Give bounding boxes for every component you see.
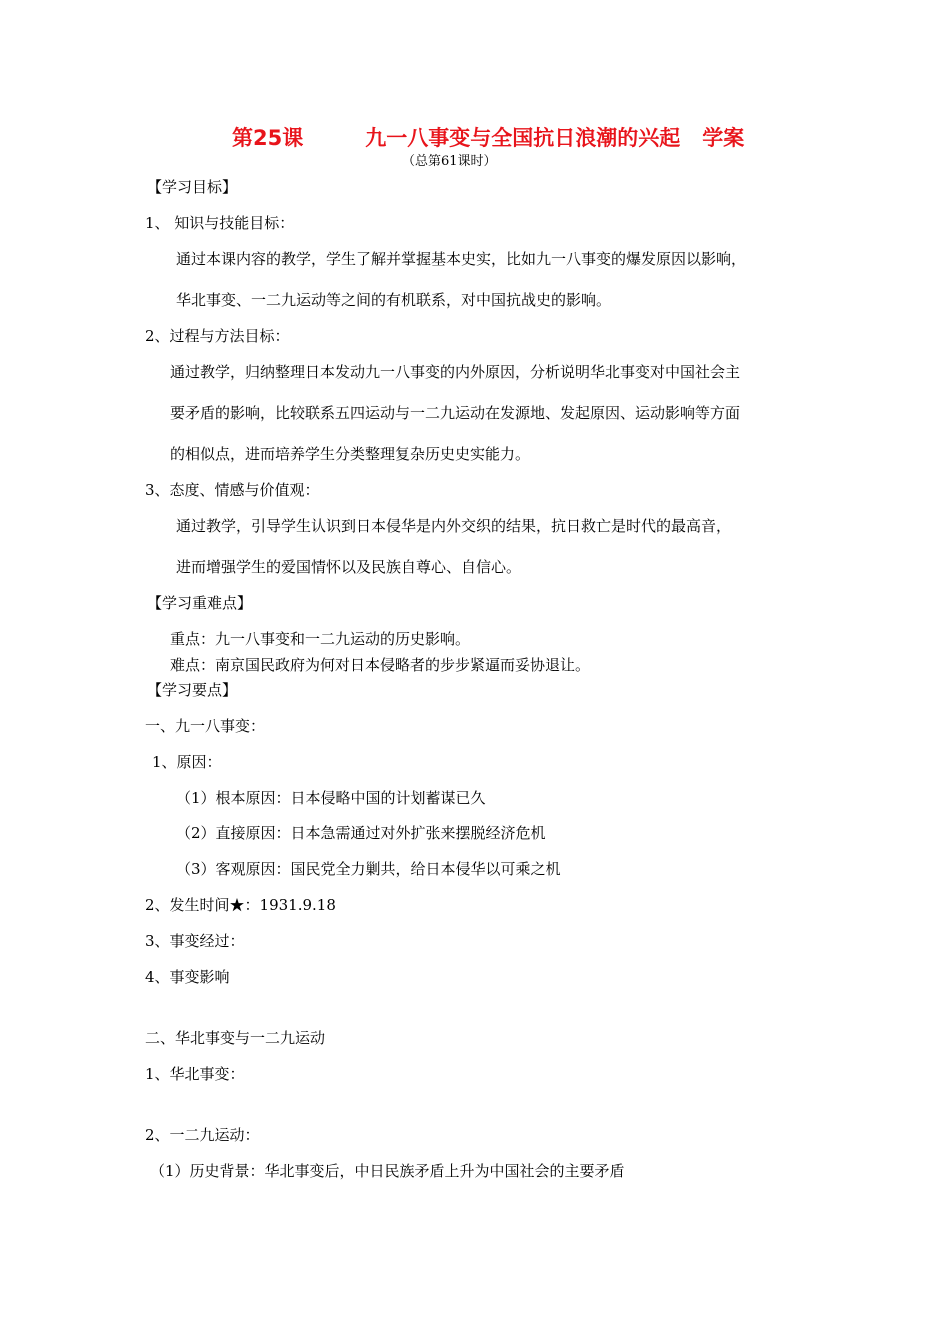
goal-text-line: 华北事变、一二九运动等之间的有机联系，对中国抗战史的影响。 — [176, 291, 612, 309]
outline-item: 1、原因： — [152, 753, 222, 771]
outline-subitem: （2）直接原因：日本急需通过对外扩张来摆脱经济危机 — [176, 824, 546, 842]
section-heading-essentials: 【学习要点】 — [147, 681, 238, 699]
outline-heading: 二、华北事变与一二九运动 — [145, 1029, 326, 1047]
outline-subitem: （3）客观原因：国民党全力剿共，给日本侵华以可乘之机 — [176, 860, 561, 878]
goal-heading-attitude: 3、态度、情感与价值观： — [145, 481, 320, 499]
outline-subitem: （1）根本原因：日本侵略中国的计划蓄谋已久 — [176, 789, 486, 807]
outline-subitem: （1）历史背景：华北事变后，中日民族矛盾上升为中国社会的主要矛盾 — [150, 1162, 625, 1180]
page-subtitle: （总第61课时） — [402, 154, 497, 169]
section-heading-goals: 【学习目标】 — [147, 178, 238, 196]
outline-item: 3、事变经过： — [145, 932, 245, 950]
outline-item: 4、事变影响 — [145, 968, 230, 986]
goal-heading-knowledge: 1、 知识与技能目标： — [145, 214, 295, 232]
goal-text-line: 要矛盾的影响，比较联系五四运动与一二九运动在发源地、发起原因、运动影响等方面 — [170, 404, 741, 422]
keypoint-focus: 重点：九一八事变和一二九运动的历史影响。 — [170, 630, 471, 648]
lesson-number: 第25课 — [232, 126, 304, 150]
outline-heading: 一、九一八事变： — [145, 717, 266, 735]
goal-text-line: 通过本课内容的教学，学生了解并掌握基本史实，比如九一八事变的爆发原因以影响， — [176, 250, 747, 268]
lesson-topic: 九一八事变与全国抗日浪潮的兴起 — [365, 126, 681, 150]
outline-item: 2、发生时间★：1931.9.18 — [145, 896, 336, 914]
goal-heading-process: 2、过程与方法目标： — [145, 327, 290, 345]
page-title — [232, 124, 744, 152]
outline-item: 1、华北事变： — [145, 1065, 245, 1083]
keypoint-difficulty: 难点：南京国民政府为何对日本侵略者的步步紧逼而妥协退让。 — [170, 656, 591, 674]
goal-text-line: 进而增强学生的爱国情怀以及民族自尊心、自信心。 — [176, 558, 522, 576]
outline-item: 2、一二九运动： — [145, 1126, 260, 1144]
goal-text-line: 通过教学，归纳整理日本发动九一八事变的内外原因，分析说明华北事变对中国社会主 — [170, 363, 741, 381]
goal-text-line: 的相似点，进而培养学生分类整理复杂历史史实能力。 — [170, 445, 531, 463]
goal-text-line: 通过教学，引导学生认识到日本侵华是内外交织的结果，抗日救亡是时代的最高音， — [176, 517, 732, 535]
title-suffix: 学案 — [702, 126, 745, 150]
section-heading-keypoints: 【学习重难点】 — [147, 594, 253, 612]
